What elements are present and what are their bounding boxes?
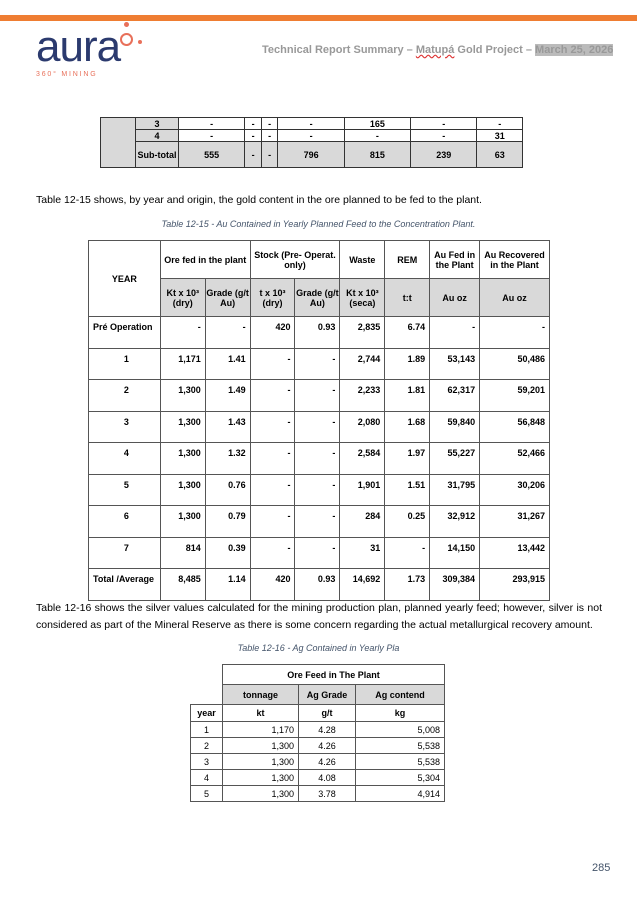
subheader-cell: Grade (g/t Au) [205, 279, 250, 317]
unit-gt: g/t [299, 705, 356, 722]
table-cell: - [278, 118, 344, 130]
table-cell: - [250, 380, 295, 412]
table-cell: - [250, 474, 295, 506]
table-cell: 5 [191, 786, 223, 802]
header-ag-contend: Ag contend [356, 685, 445, 705]
row-label: 2 [89, 380, 161, 412]
table-cell: 4,914 [356, 786, 445, 802]
table-cell: 1,300 [223, 770, 299, 786]
table-cell: 3 [191, 754, 223, 770]
table-cell: 165 [344, 118, 410, 130]
table-cell: 13,442 [480, 537, 550, 569]
table-cell: 53,143 [430, 348, 480, 380]
row-label: 3 [136, 118, 179, 130]
subheader-cell: Grade (g/t Au) [295, 279, 340, 317]
logo-dot-icon [124, 22, 129, 27]
table-cell: 555 [179, 142, 245, 168]
table-cell: 309,384 [430, 569, 480, 601]
table-cell: 1.49 [205, 380, 250, 412]
table-cell: - [250, 506, 295, 538]
table-row [101, 118, 523, 130]
table-row [101, 130, 523, 142]
table-cell: - [250, 537, 295, 569]
table-row [191, 770, 445, 786]
header-rem: REM [385, 241, 430, 279]
header-stock: Stock (Pre- Operat. only) [250, 241, 340, 279]
row-label: Pré Operation [89, 317, 161, 349]
table-cell: 1.81 [385, 380, 430, 412]
header-ore-fed: Ore fed in the plant [160, 241, 250, 279]
table-row [191, 754, 445, 770]
table-row [89, 506, 550, 538]
table-cell: - [250, 443, 295, 475]
header-ore-feed: Ore Feed in The Plant [223, 665, 445, 685]
table-row [89, 569, 550, 601]
table-cell: 55,227 [430, 443, 480, 475]
table-cell: 1.14 [205, 569, 250, 601]
table-cell: - [411, 130, 477, 142]
table-cell: - [480, 317, 550, 349]
unit-year: year [191, 705, 223, 722]
table-cell: 50,486 [480, 348, 550, 380]
table-cell: - [261, 142, 278, 168]
table-cell: 1,300 [223, 786, 299, 802]
table-cell: 0.25 [385, 506, 430, 538]
table-cell: - [385, 537, 430, 569]
table-cell: - [245, 118, 262, 130]
au-contained-table [88, 240, 550, 601]
table-cell: 1.97 [385, 443, 430, 475]
table-cell: 2,584 [340, 443, 385, 475]
table-cell: 1,170 [223, 722, 299, 738]
table-cell: 63 [477, 142, 523, 168]
table-cell: - [295, 411, 340, 443]
aura-logo [36, 22, 121, 78]
table-row [89, 380, 550, 412]
table-cell: 5,538 [356, 738, 445, 754]
table-cell: 5,538 [356, 754, 445, 770]
table-cell: 52,466 [480, 443, 550, 475]
table-row [89, 474, 550, 506]
table-row [191, 722, 445, 738]
table-12-16-caption: Table 12-16 - Ag Contained in Yearly Pla [237, 643, 400, 653]
top-table-continuation [100, 117, 523, 168]
row-label: 4 [136, 130, 179, 142]
table-cell: - [295, 380, 340, 412]
table-cell: 30,206 [480, 474, 550, 506]
table-cell: 1.41 [205, 348, 250, 380]
subheader-cell: t:t [385, 279, 430, 317]
table-cell: 1.51 [385, 474, 430, 506]
table-cell: 0.76 [205, 474, 250, 506]
table-cell: 1,300 [160, 443, 205, 475]
table-cell: 3.78 [299, 786, 356, 802]
subheader-cell: Kt x 10³ (dry) [160, 279, 205, 317]
row-label: 4 [89, 443, 161, 475]
logo-dot-icon [138, 40, 142, 44]
blank-cell [101, 118, 136, 168]
header-au-recovered: Au Recovered in the Plant [480, 241, 550, 279]
unit-kg: kg [356, 705, 445, 722]
table-cell: 1,300 [160, 474, 205, 506]
table-cell: - [295, 474, 340, 506]
table-row [89, 537, 550, 569]
table-cell: 4 [191, 770, 223, 786]
report-header-title: Technical Report Summary – Matupá Gold Project – March 25, 2026 [262, 44, 614, 56]
table-cell: 2,744 [340, 348, 385, 380]
table-cell: 8,485 [160, 569, 205, 601]
table-cell: - [205, 317, 250, 349]
header-tonnage: tonnage [223, 685, 299, 705]
table-cell: 293,915 [480, 569, 550, 601]
subheader-cell: Au oz [480, 279, 550, 317]
table-cell: 1,171 [160, 348, 205, 380]
table-cell: - [179, 130, 245, 142]
table-cell: 1.89 [385, 348, 430, 380]
table-row [89, 411, 550, 443]
table-cell: 4.26 [299, 754, 356, 770]
table-cell: - [250, 411, 295, 443]
logo-word: aura [36, 22, 121, 71]
row-label: 7 [89, 537, 161, 569]
table-row [89, 317, 550, 349]
table-cell: 814 [160, 537, 205, 569]
table-cell: 0.79 [205, 506, 250, 538]
table-cell: - [295, 506, 340, 538]
table-cell: 239 [411, 142, 477, 168]
table-cell: - [278, 130, 344, 142]
row-label: 6 [89, 506, 161, 538]
paragraph-2: Table 12-16 shows the silver values calculated for the mining production plan, planned yearly feed; however, silver is not considered as part of the Mineral Reserve as there is some concern regarding the actual metallurgical recovery amount. [36, 602, 602, 631]
table-cell: 62,317 [430, 380, 480, 412]
table-cell: 31 [477, 130, 523, 142]
table-cell: 1 [191, 722, 223, 738]
table-cell: - [160, 317, 205, 349]
table-cell: 0.39 [205, 537, 250, 569]
table-cell: 796 [278, 142, 344, 168]
table-cell: 1,300 [160, 380, 205, 412]
table-cell: - [430, 317, 480, 349]
table-cell: - [261, 130, 278, 142]
table-cell: 31,795 [430, 474, 480, 506]
table-cell: 56,848 [480, 411, 550, 443]
table-cell: 4.28 [299, 722, 356, 738]
unit-kt: kt [223, 705, 299, 722]
paragraph-1: Table 12-15 shows, by year and origin, the gold content in the ore planned to be fed to the plant. [36, 194, 482, 206]
table-cell: 0.93 [295, 317, 340, 349]
table-cell: 420 [250, 317, 295, 349]
table-cell: 1,300 [160, 506, 205, 538]
table-cell: - [477, 118, 523, 130]
table-cell: 1,901 [340, 474, 385, 506]
table-cell: - [245, 130, 262, 142]
row-label: Sub-total [136, 142, 179, 168]
table-cell: 14,150 [430, 537, 480, 569]
table-cell: 59,840 [430, 411, 480, 443]
table-cell: 815 [344, 142, 410, 168]
table-cell: 2,233 [340, 380, 385, 412]
table-cell: 59,201 [480, 380, 550, 412]
table-cell: 2,835 [340, 317, 385, 349]
table-cell: - [344, 130, 410, 142]
table-cell: 2,080 [340, 411, 385, 443]
header-ag-grade: Ag Grade [299, 685, 356, 705]
table-row [191, 738, 445, 754]
header-year: YEAR [89, 241, 161, 317]
row-label: Total /Average [89, 569, 161, 601]
table-cell: - [295, 348, 340, 380]
table-cell: 1,300 [160, 411, 205, 443]
table-cell: - [179, 118, 245, 130]
table-cell: - [250, 348, 295, 380]
row-label: 1 [89, 348, 161, 380]
table-cell: 284 [340, 506, 385, 538]
logo-tag: 360° MINING [36, 71, 98, 78]
table-cell: 5,008 [356, 722, 445, 738]
table-row [89, 443, 550, 475]
table-cell: 4.08 [299, 770, 356, 786]
table-cell: 31 [340, 537, 385, 569]
header-au-fed: Au Fed in the Plant [430, 241, 480, 279]
table-cell: 1.73 [385, 569, 430, 601]
row-label: 5 [89, 474, 161, 506]
ag-contained-table [190, 664, 445, 802]
table-cell: 1,300 [223, 754, 299, 770]
table-cell: 5,304 [356, 770, 445, 786]
table-cell: 6.74 [385, 317, 430, 349]
table-cell: 1.43 [205, 411, 250, 443]
table-cell: 2 [191, 738, 223, 754]
table-cell: 14,692 [340, 569, 385, 601]
table-cell: 32,912 [430, 506, 480, 538]
page-number: 285 [592, 862, 611, 874]
subheader-cell: t x 10³ (dry) [250, 279, 295, 317]
subheader-cell: Au oz [430, 279, 480, 317]
table-cell: - [261, 118, 278, 130]
table-row [89, 348, 550, 380]
row-label: 3 [89, 411, 161, 443]
table-cell: 420 [250, 569, 295, 601]
table-cell: - [245, 142, 262, 168]
table-cell: 1.32 [205, 443, 250, 475]
table-cell: 4.26 [299, 738, 356, 754]
header-waste: Waste [340, 241, 385, 279]
table-row [101, 142, 523, 168]
header-accent-bar [0, 15, 637, 21]
table-cell: - [295, 537, 340, 569]
table-cell: - [411, 118, 477, 130]
table-cell: 0.93 [295, 569, 340, 601]
table-cell: 31,267 [480, 506, 550, 538]
table-cell: 1.68 [385, 411, 430, 443]
table-12-15-caption: Table 12-15 - Au Contained in Yearly Planned Feed to the Concentration Plant. [161, 219, 476, 229]
table-cell: 1,300 [223, 738, 299, 754]
subheader-cell: Kt x 10³ (seca) [340, 279, 385, 317]
logo-ring-icon [120, 33, 133, 46]
table-cell: - [295, 443, 340, 475]
table-row [191, 786, 445, 802]
